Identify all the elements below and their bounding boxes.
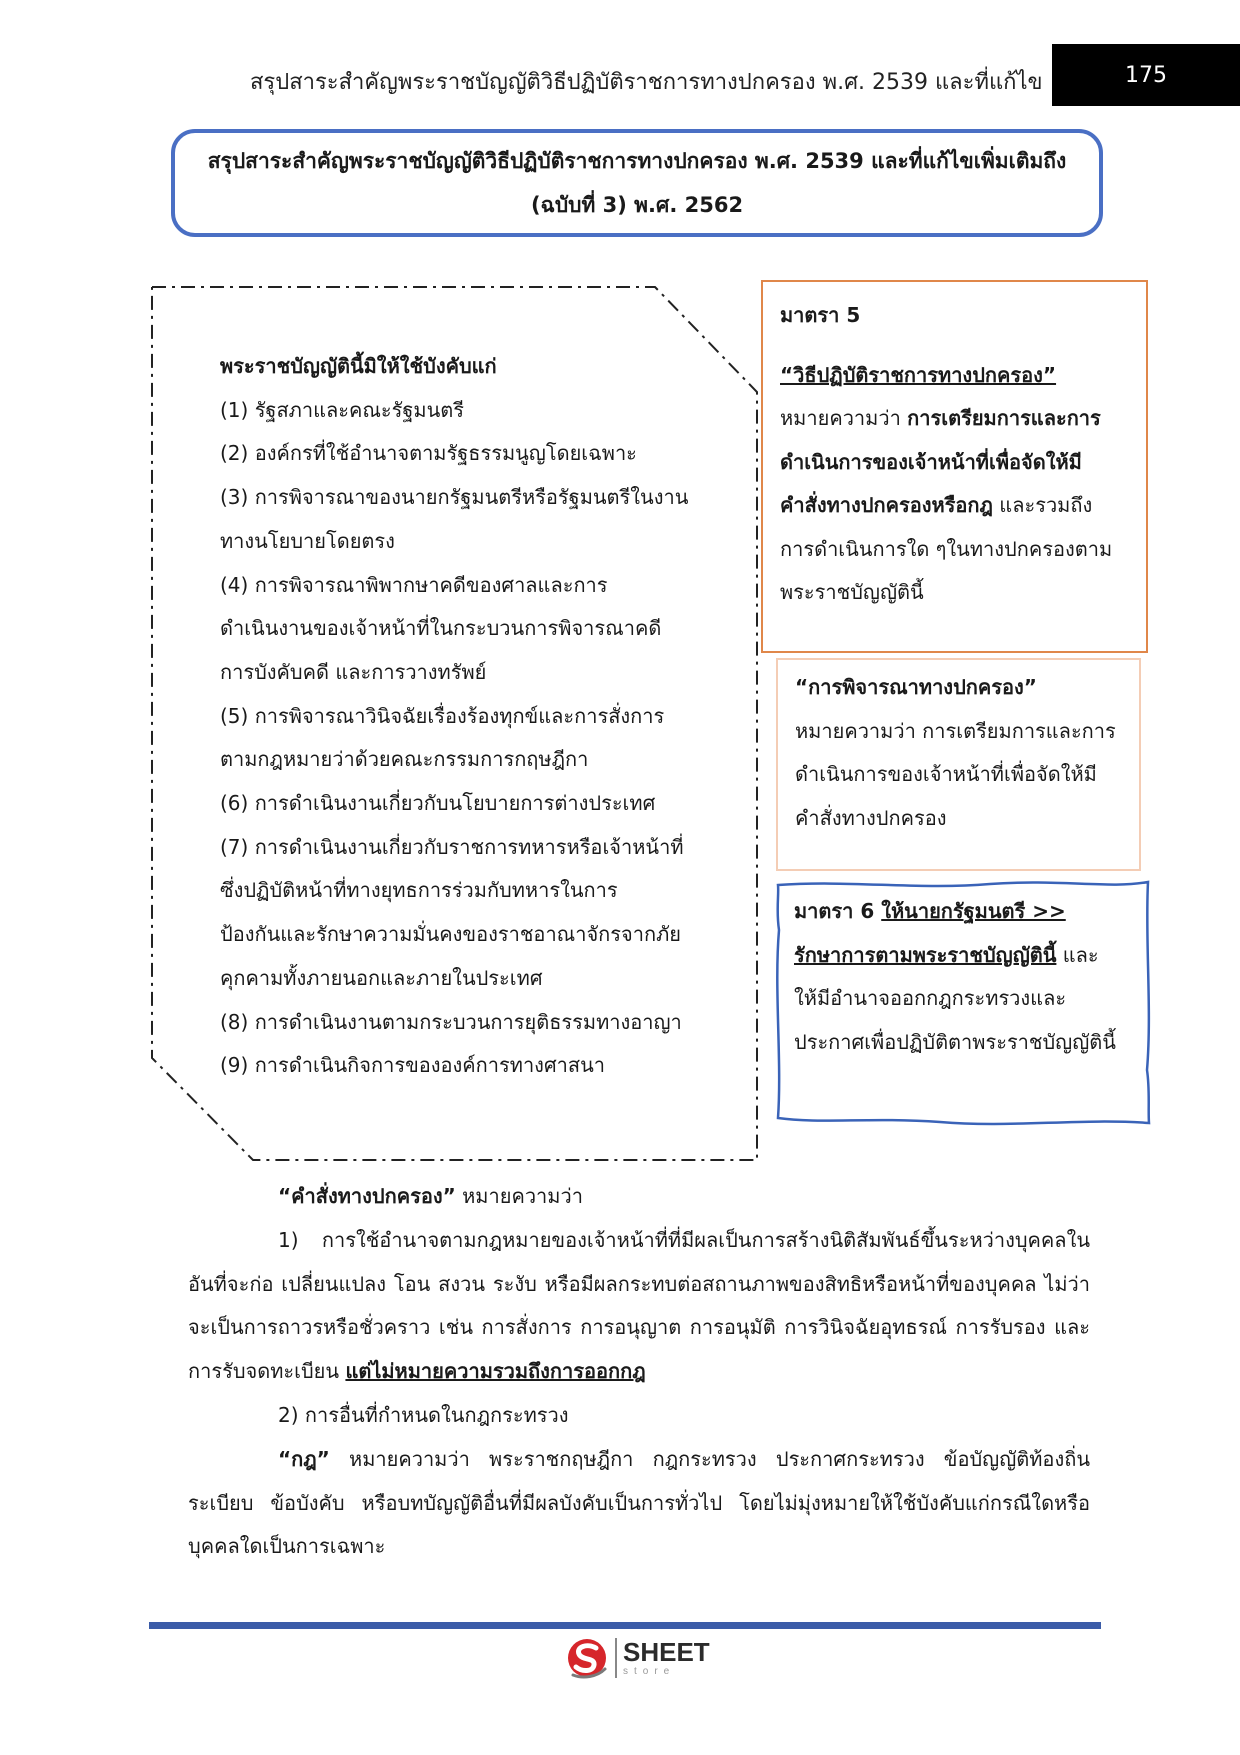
exemption-line: ซึ่งปฏิบัติหน้าที่ทางยุทธการร่วมกับทหารในการ <box>220 878 618 903</box>
section-5-def-rest-1: และรวมถึง <box>992 493 1093 517</box>
exemption-line: คุกคามทั้งภายนอกและภายในประเทศ <box>220 965 543 990</box>
exemption-line: (3) การพิจารณาของนายกรัฐมนตรีหรือรัฐมนตรีในงาน <box>220 485 689 510</box>
exemption-line: การบังคับคดี และการวางทรัพย์ <box>220 659 487 684</box>
order-item-1-text: 1) การใช้อำนาจตามกฎหมายของเจ้าหน้าที่ที่มีผลเป็นการสร้างนิติสัมพันธ์ขึ้นระหว่างบุคคลในอันที่จะก่อ เปลี่ยนแปลง โอน สงวน ระงับ หรือมีผลกระทบต่อสถานภาพของสิทธิหรือหน้าที่ของบุคคล ไม่ว่าจะเป็นการถาวรหรือชั่วคราว เช่น การสั่งการ การอนุญาต การอนุมัติ การวินิจฉัยอุทธรณ์ การรับรอง และการรับจดทะเบียน <box>188 1227 1090 1384</box>
logo-main-text: SHEET <box>623 1637 710 1667</box>
order-item-2: 2) การอื่นที่กำหนดในกฎกระทรวง <box>278 1402 569 1427</box>
exemption-line: (1) รัฐสภาและคณะรัฐมนตรี <box>220 397 465 422</box>
section-6-underlined-2: รักษาการตามพระราชบัญญัตินี้ <box>794 942 1057 967</box>
title-line-2: (ฉบับที่ 3) พ.ศ. 2562 <box>530 193 744 217</box>
section-6-label: มาตรา 6 <box>794 899 882 923</box>
exemptions-heading: พระราชบัญญัตินี้มิให้ใช้บังคับแก่ <box>220 354 497 378</box>
logo-sub-text: store <box>623 1666 676 1677</box>
section-5-def-bold-2: ดำเนินการของเจ้าหน้าที่เพื่อจัดให้มี <box>780 449 1082 474</box>
exemption-line: (8) การดำเนินงานตามกระบวนการยุติธรรมทางอาญา <box>220 1009 682 1034</box>
rule-definition <box>188 1438 1090 1569</box>
page-number: 175 <box>1052 44 1240 106</box>
section-6-rest-3: ประกาศเพื่อปฏิบัติตาพระราชบัญญัตินี้ <box>794 1029 1116 1054</box>
sheet-logo-icon <box>565 1635 609 1681</box>
section-5-term: “วิธีปฏิบัติราชการทางปกครอง” <box>780 362 1057 387</box>
title-line-1: สรุปสาระสำคัญพระราชบัญญัติวิธีปฏิบัติราชการทางปกครอง พ.ศ. 2539 และที่แก้ไขเพิ่มเติมถึง <box>207 149 1067 173</box>
section-5-def-rest-3: พระราชบัญญัตินี้ <box>780 580 924 604</box>
admin-consideration-line-1: หมายความว่า การเตรียมการและการ <box>795 718 1116 743</box>
section-5-def-bold-3: คำสั่งทางปกครองหรือกฎ <box>780 493 993 517</box>
exemption-line: (2) องค์กรที่ใช้อำนาจตามรัฐธรรมนูญโดยเฉพาะ <box>220 441 637 466</box>
exemption-line: (9) การดำเนินกิจการขององค์การทางศาสนา <box>220 1053 605 1078</box>
exemption-line: (5) การพิจารณาวินิจฉัยเรื่องร้องทุกข์และการสั่งการ <box>220 703 665 728</box>
exemption-line: ทางนโยบายโดยตรง <box>220 528 395 553</box>
logo-text <box>623 1639 710 1677</box>
order-meaning: หมายความว่า <box>455 1184 583 1208</box>
section-6-rest-2: ให้มีอำนาจออกกฎกระทรวงและ <box>794 986 1067 1010</box>
order-item-1-emphasis: แต่ไม่หมายความรวมถึงการออกกฎ <box>345 1359 646 1384</box>
exemption-line: (7) การดำเนินงานเกี่ยวกับราชการทหารหรือเจ้าหน้าที่ <box>220 834 684 859</box>
rule-term: “กฎ” <box>278 1446 330 1471</box>
section-5-def-bold-1: การเตรียมการและการ <box>907 406 1101 430</box>
admin-consideration-term: “การพิจารณาทางปกครอง” <box>795 675 1037 699</box>
admin-consideration-line-2: ดำเนินการของเจ้าหน้าที่เพื่อจัดให้มี <box>795 762 1097 786</box>
exemption-line: ดำเนินงานของเจ้าหน้าที่ในกระบวนการพิจารณาคดี <box>220 616 662 641</box>
section-5-def-rest-2: การดำเนินการใด ๆในทางปกครองตาม <box>780 536 1113 561</box>
exemption-line: ตามกฎหมายว่าด้วยคณะกรรมการกฤษฎีกา <box>220 747 589 772</box>
order-term: “คำสั่งทางปกครอง” <box>278 1184 456 1208</box>
body-definitions <box>188 1175 1090 1569</box>
section-6-underlined-1: ให้นายกรัฐมนตรี >> <box>881 899 1066 923</box>
footer-rule <box>149 1622 1101 1629</box>
exemption-line: (4) การพิจารณาพิพากษาคดีของศาลและการ <box>220 572 608 597</box>
exemption-line: ป้องกันและรักษาความมั่นคงของราชอาณาจักรจากภัย <box>220 922 681 947</box>
section-6-rest-1: และ <box>1056 942 1099 967</box>
sheet-store-logo <box>565 1630 715 1686</box>
logo-separator <box>615 1638 617 1678</box>
running-header: สรุปสาระสำคัญพระราชบัญญัติวิธีปฏิบัติราชการทางปกครอง พ.ศ. 2539 และที่แก้ไข <box>250 70 1043 95</box>
order-definition-heading <box>188 1175 1090 1219</box>
rule-text: หมายความว่า พระราชกฤษฎีกา กฎกระทรวง ประกาศกระทรวง ข้อบัญญัติท้องถิ่น ระเบียบ ข้อบังคับ หรือบทบัญญัติอื่นที่มีผลบังคับเป็นการทั่วไป โดยไม่มุ่งหมายให้ใช้บังคับแก่กรณีใดหรือบุคคลใดเป็นการเฉพาะ <box>188 1446 1090 1559</box>
exemption-line: (6) การดำเนินงานเกี่ยวกับนโยบายการต่างประเทศ <box>220 791 656 816</box>
section-5-label: มาตรา 5 <box>780 303 861 327</box>
admin-consideration-line-3: คำสั่งทางปกครอง <box>795 805 947 830</box>
order-item-1 <box>188 1219 1090 1394</box>
section-6-box <box>794 890 1144 1064</box>
section-5-def-prefix: หมายความว่า <box>780 406 908 430</box>
